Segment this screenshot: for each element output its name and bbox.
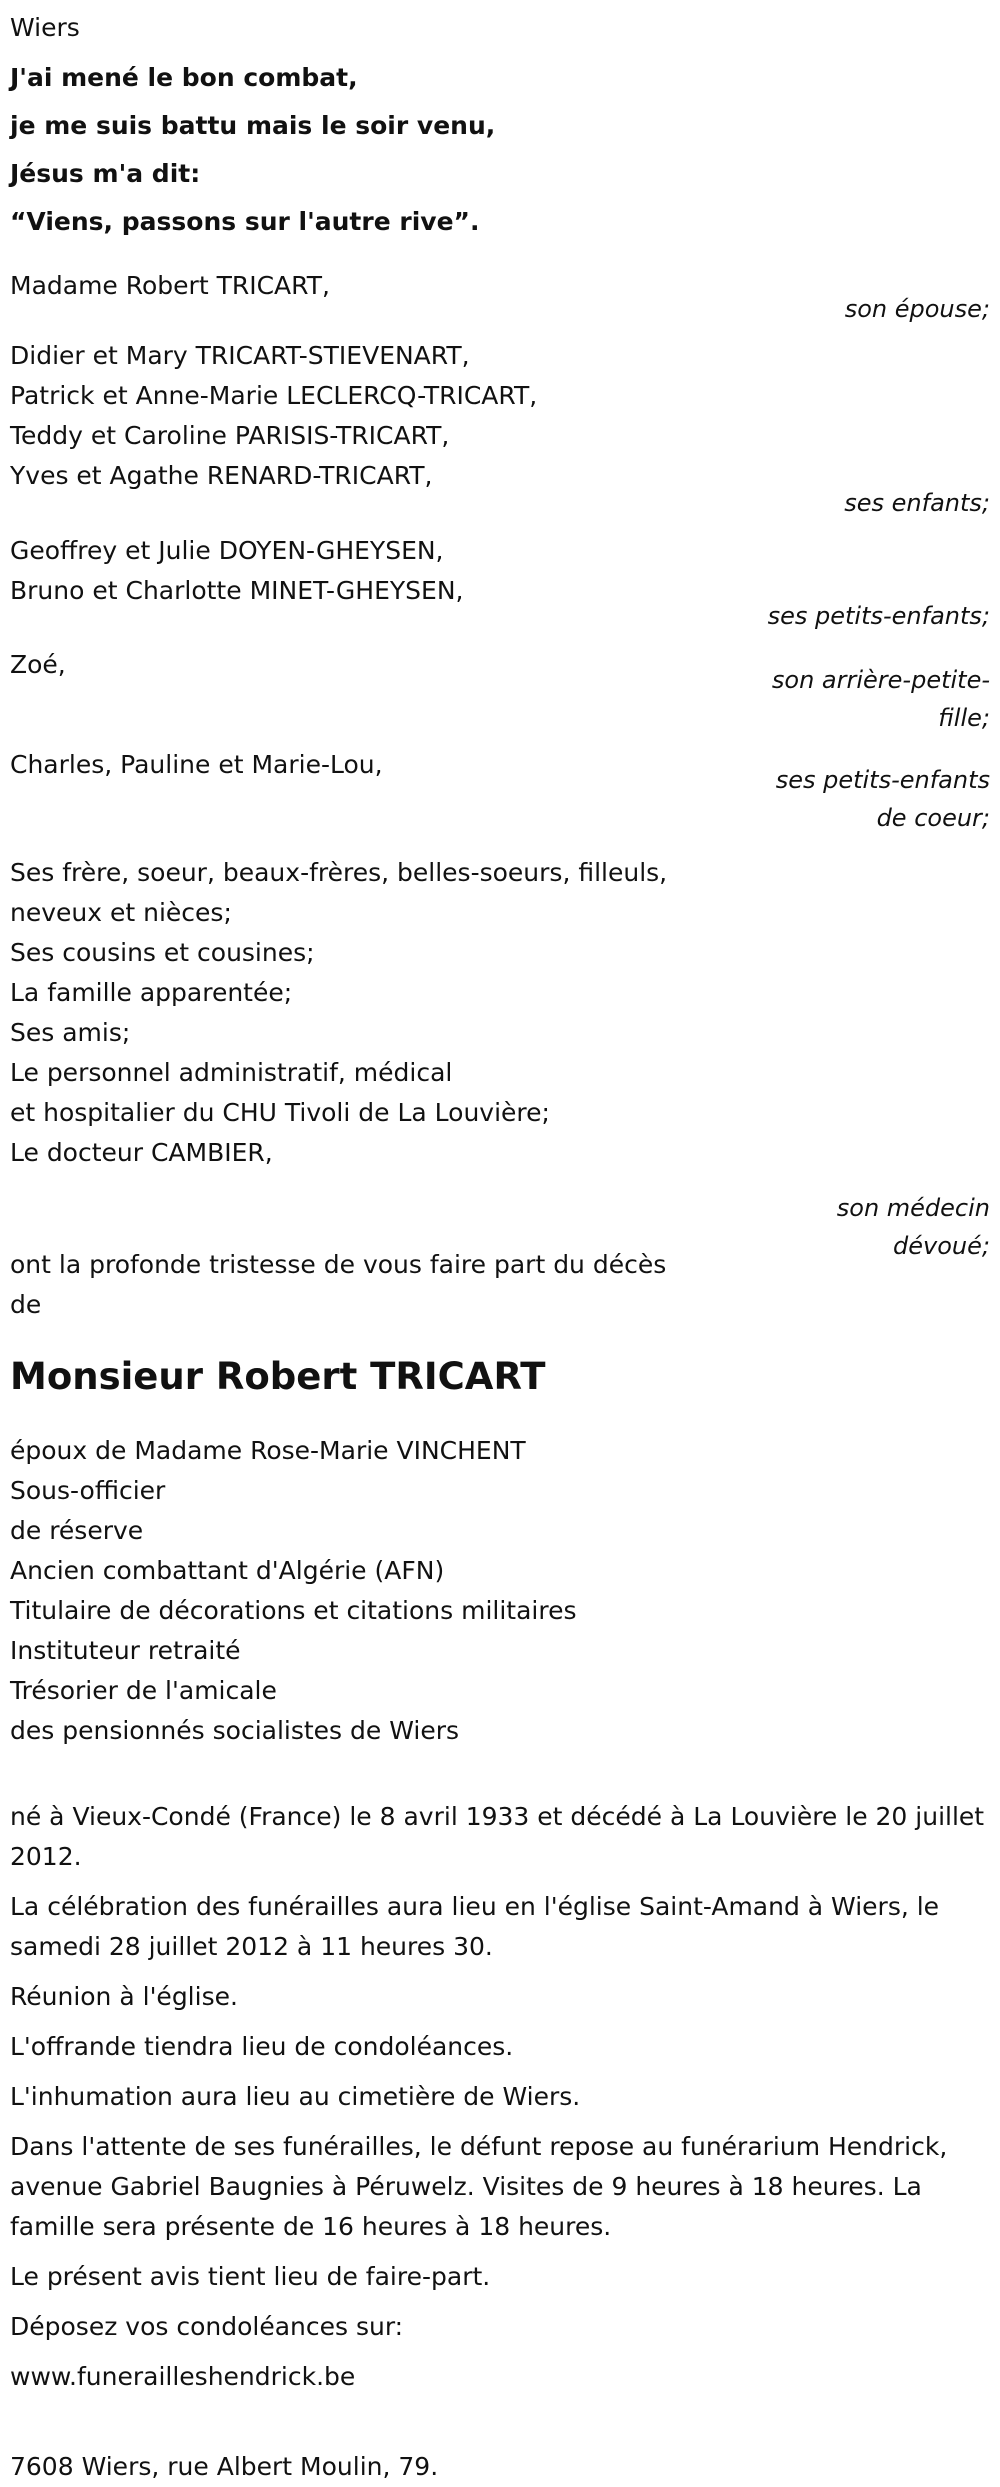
address: 7608 Wiers, rue Albert Moulin, 79. (10, 2452, 439, 2481)
verse-line: je me suis battu mais le soir venu, (10, 111, 496, 140)
spouse-block (10, 266, 990, 336)
great-grandchild-role-line: son arrière-petite- (771, 666, 990, 694)
detail-paragraph: Dans l'attente de ses funérailles, le défunt repose au funérarium Hendrick, avenue Gabriel Baugnies à Péruwelz. Visites de 9 heures à 18 heures. La famille sera présente de 16 heures à 18 heures. (10, 2132, 948, 2241)
great-grandchild-name: Zoé, (10, 650, 66, 679)
detail-paragraph: L'offrande tiendra lieu de condoléances. (10, 2032, 514, 2061)
heart-grandchildren-names: Charles, Pauline et Marie-Lou, (10, 750, 383, 779)
child-name: Teddy et Caroline PARISIS-TRICART, (10, 421, 450, 450)
spouse-role: son épouse; (844, 295, 990, 323)
spouse-name: Madame Robert TRICART, (10, 271, 330, 300)
other-line: Ses amis; (10, 1018, 131, 1047)
title-line: Trésorier de l'amicale (10, 1676, 277, 1705)
grandchild-name: Bruno et Charlotte MINET-GHEYSEN, (10, 576, 464, 605)
condolences-website: www.funerailleshendrick.be (10, 2362, 356, 2391)
title-line: de réserve (10, 1516, 144, 1545)
verse-line: J'ai mené le bon combat, (10, 63, 358, 92)
other-line: et hospitalier du CHU Tivoli de La Louvière; (10, 1098, 550, 1127)
heart-role-line: de coeur; (876, 804, 990, 832)
heart-role-line: ses petits-enfants (775, 766, 990, 794)
great-grandchild-block (10, 645, 990, 745)
verse (10, 54, 990, 246)
doctor-role-line: dévoué; (893, 1232, 990, 1260)
other-line: Le docteur CAMBIER, (10, 1138, 273, 1167)
obituary-page (10, 0, 990, 2487)
title-line: époux de Madame Rose-Marie VINCHENT (10, 1436, 526, 1465)
announcement-line: de (10, 1290, 42, 1319)
other-line: Ses frère, soeur, beaux-frères, belles-soeurs, filleuls, (10, 858, 668, 887)
doctor-role-line: son médecin (836, 1194, 990, 1222)
title-line: Instituteur retraité (10, 1636, 241, 1665)
child-name: Patrick et Anne-Marie LECLERCQ-TRICART, (10, 381, 538, 410)
heart-grandchildren-role (760, 761, 990, 837)
children-role: ses enfants; (844, 489, 990, 517)
announcement-line: ont la profonde tristesse de vous faire part du décès (10, 1250, 667, 1279)
detail-paragraph: La célébration des funérailles aura lieu en l'église Saint-Amand à Wiers, le samedi 28 juillet 2012 à 11 heures 30. (10, 1892, 940, 1961)
place-heading: Wiers (10, 13, 80, 42)
titles-block (10, 1431, 990, 1751)
title-line: des pensionnés socialistes de Wiers (10, 1716, 460, 1745)
deceased-name: Monsieur Robert TRICART (10, 1355, 546, 1398)
children-block (10, 336, 990, 531)
detail-paragraph: Réunion à l'église. (10, 1982, 238, 2011)
detail-paragraph: L'inhumation aura lieu au cimetière de Wiers. (10, 2082, 581, 2111)
others-block (10, 853, 990, 1260)
title-line: Sous-officier (10, 1476, 166, 1505)
other-line: Ses cousins et cousines; (10, 938, 315, 967)
details-block (10, 1797, 990, 2397)
other-line: La famille apparentée; (10, 978, 293, 1007)
title-line: Ancien combattant d'Algérie (AFN) (10, 1556, 445, 1585)
grandchildren-block (10, 531, 990, 645)
verse-line: Jésus m'a dit: (10, 159, 201, 188)
heart-grandchildren-block (10, 745, 990, 853)
detail-paragraph: Déposez vos condoléances sur: (10, 2312, 404, 2341)
detail-paragraph: né à Vieux-Condé (France) le 8 avril 1933 et décédé à La Louvière le 20 juillet 2012. (10, 1802, 985, 1871)
detail-paragraph: Le présent avis tient lieu de faire-part. (10, 2262, 491, 2291)
great-grandchild-role-line: fille; (938, 704, 990, 732)
child-name: Yves et Agathe RENARD-TRICART, (10, 461, 433, 490)
verse-line: “Viens, passons sur l'autre rive”. (10, 207, 480, 236)
grandchild-name: Geoffrey et Julie DOYEN-GHEYSEN, (10, 536, 444, 565)
doctor-role (760, 1189, 990, 1265)
grandchildren-role: ses petits-enfants; (767, 602, 990, 630)
great-grandchild-role (760, 661, 990, 737)
child-name: Didier et Mary TRICART-STIEVENART, (10, 341, 470, 370)
title-line: Titulaire de décorations et citations militaires (10, 1596, 577, 1625)
other-line: Le personnel administratif, médical (10, 1058, 453, 1087)
other-line: neveux et nièces; (10, 898, 232, 927)
